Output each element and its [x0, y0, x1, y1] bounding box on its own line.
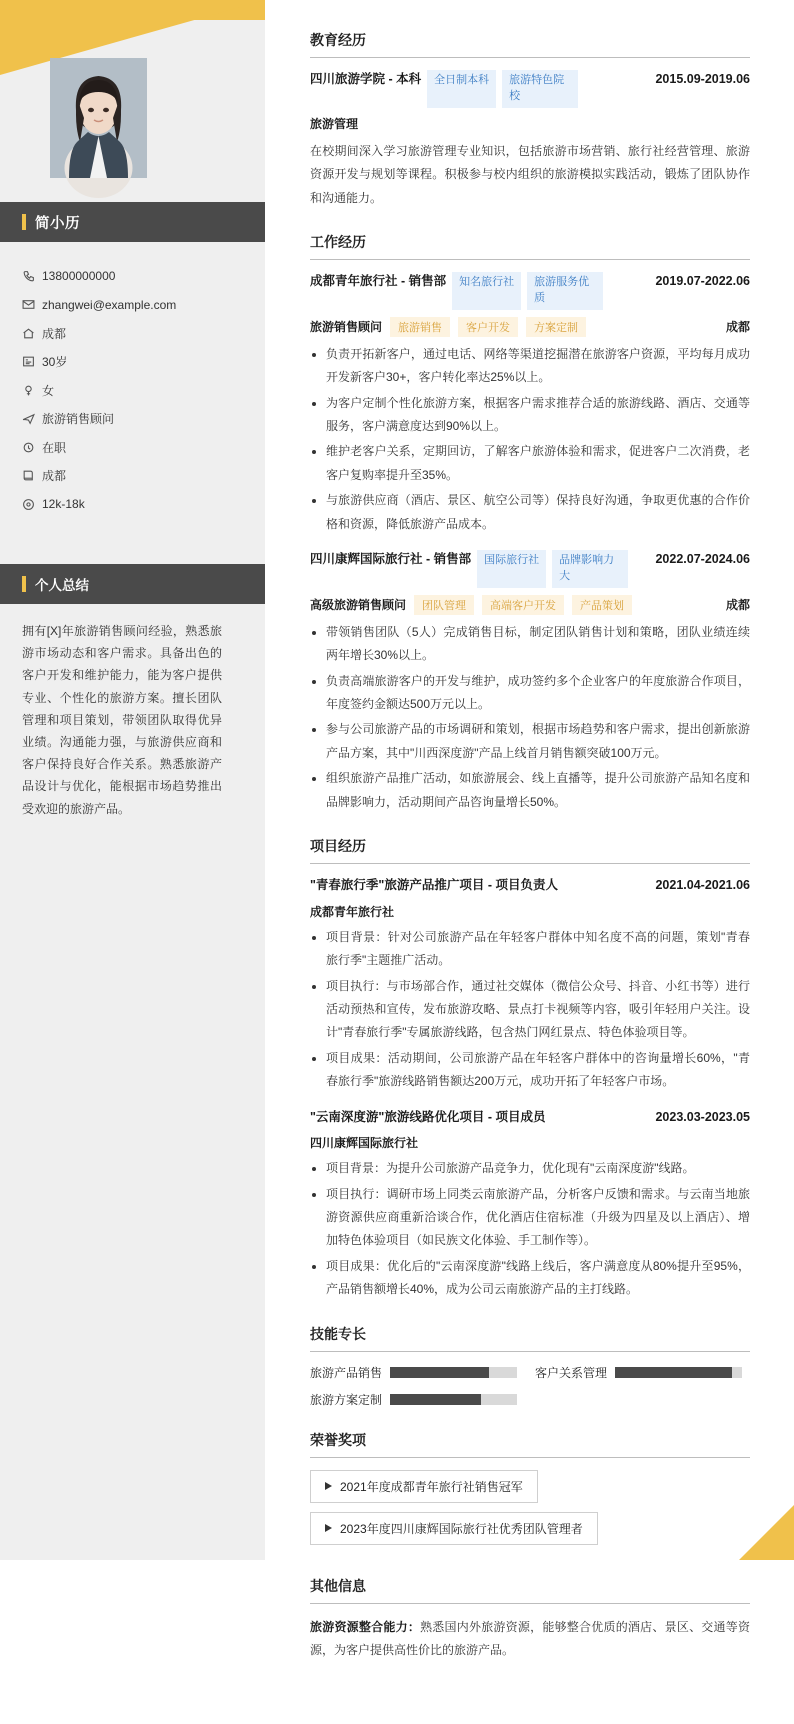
work-entry	[310, 550, 750, 814]
skill-progress-fill	[390, 1394, 481, 1405]
sidebar-summary-bar	[0, 564, 265, 604]
entry-subline	[310, 595, 750, 615]
entry-header-left	[310, 70, 647, 108]
bullet: • 负责开拓新客户，通过电话、网络等渠道挖掘潜在旅游客户资源，平均每月成功开发新客户30+，客户转化率达25%以上。	[326, 343, 750, 390]
project-date: 2021.04-2021.06	[655, 878, 750, 893]
entry-header-left	[310, 272, 647, 310]
job-location: 成都	[725, 598, 750, 613]
tag-group	[427, 70, 578, 108]
bullet: • 为客户定制个性化旅游方案，根据客户需求推荐合适的旅游线路、酒店、交通等服务，客户满意度达到90%以上。	[326, 392, 750, 439]
project-bullets	[310, 1157, 750, 1301]
other-item	[310, 1616, 750, 1663]
position-value: 旅游销售顾问	[42, 412, 115, 427]
skill-item	[535, 1364, 742, 1381]
entry-subline	[310, 115, 750, 132]
job-title: 旅游销售顾问	[310, 320, 383, 335]
section-title-projects: 项目经历	[310, 836, 750, 864]
skill-progress-bar	[390, 1367, 517, 1378]
accent-mark	[22, 214, 26, 230]
skill-label: 客户关系管理	[535, 1365, 608, 1380]
gender-value: 女	[42, 383, 55, 398]
contact-item-city	[22, 319, 243, 348]
job-location: 成都	[725, 320, 750, 335]
skill-progress-fill	[390, 1367, 489, 1378]
project-entry	[310, 876, 750, 1093]
bullet: • 与旅游供应商（酒店、景区、航空公司等）保持良好沟通，争取更优惠的合作价格和资源，降低旅游产品成本。	[326, 489, 750, 536]
location-value: 成都	[42, 469, 67, 484]
entry-header-left	[310, 876, 647, 895]
age-value: 30岁	[42, 355, 68, 370]
skill-progress-bar	[615, 1367, 742, 1378]
work-bullets	[310, 343, 750, 536]
entry-header-left	[310, 550, 647, 588]
section-skills	[310, 1324, 750, 1408]
tag: 品牌影响力大	[552, 550, 628, 588]
project-org: 四川康辉国际旅行社	[310, 1136, 419, 1151]
section-education	[310, 30, 750, 210]
bullet: • 项目背景：为提升公司旅游产品竞争力，优化现有"云南深度游"线路。	[326, 1157, 750, 1180]
work-entry	[310, 272, 750, 536]
bullet: • 参与公司旅游产品的市场调研和策划，根据市场趋势和客户需求，提出创新旅游产品方案，其中"川西深度游"产品上线首月销售额突破100万元。	[326, 718, 750, 765]
skill-tag: 方案定制	[526, 317, 586, 337]
entry-header	[310, 550, 750, 588]
email-value: zhangwei@example.com	[42, 297, 177, 312]
skill-tag: 旅游销售	[390, 317, 450, 337]
candidate-name: 简小历	[35, 215, 80, 232]
contact-item-salary	[22, 490, 243, 519]
contact-item-location	[22, 462, 243, 491]
bullet: • 项目执行：与市场部合作，通过社交媒体（微信公众号、抖音、小红书等）进行活动预热和宣传，发布旅游攻略、景点打卡视频等内容，吸引年轻用户关注。设计"青春旅行季"专属旅游线路，包含热门网红景点、特色体验项目等。	[326, 975, 750, 1045]
entry-header-left	[310, 1108, 647, 1127]
education-entry	[310, 70, 750, 210]
project-name: "云南深度游"旅游线路优化项目 - 项目成员	[310, 1109, 546, 1124]
corner-accent-bottom-right	[739, 1505, 794, 1560]
project-date: 2023.03-2023.05	[655, 1109, 750, 1124]
contact-item-gender	[22, 376, 243, 405]
project-bullets	[310, 926, 750, 1094]
bullet: • 带领销售团队（5人）完成销售目标，制定团队销售计划和策略，团队业绩连续两年增长30%以上。	[326, 621, 750, 668]
job-title: 高级旅游销售顾问	[310, 598, 407, 613]
summary-text: 拥有[X]年旅游销售顾问经验，熟悉旅游市场动态和客户需求。具备出色的客户开发和维护能力，能为客户提供专业、个性化的旅游方案。擅长团队管理和项目策划，带领团队取得优异业绩。沟通能力强，与旅游供应商和客户保持良好合作关系。熟悉旅游产品设计与优化，能根据市场趋势推出受欢迎的旅游产品。	[22, 624, 222, 816]
section-awards	[310, 1430, 750, 1554]
major-name: 旅游管理	[310, 116, 359, 131]
section-title-education: 教育经历	[310, 30, 750, 58]
project-name: "青春旅行季"旅游产品推广项目 - 项目负责人	[310, 878, 558, 893]
education-date: 2015.09-2019.06	[655, 72, 750, 86]
section-title-other: 其他信息	[310, 1576, 750, 1604]
entry-subline-left	[310, 317, 586, 337]
project-org: 成都青年旅行社	[310, 904, 395, 919]
school-name: 四川旅游学院 - 本科	[310, 72, 422, 86]
avatar	[50, 58, 147, 178]
award-item	[310, 1512, 598, 1545]
tag-group	[452, 272, 603, 310]
section-projects	[310, 836, 750, 1302]
company-name: 成都青年旅行社 - 销售部	[310, 274, 447, 289]
tag: 知名旅行社	[452, 272, 521, 310]
contact-list	[0, 262, 265, 519]
salary-value: 12k-18k	[42, 497, 85, 512]
plane-icon	[22, 412, 42, 425]
salary-icon	[22, 498, 42, 511]
entry-header	[310, 876, 750, 895]
skill-progress-bar	[390, 1394, 517, 1405]
bullet: • 项目成果：优化后的"云南深度游"线路上线后，客户满意度从80%提升至95%，产品销售额增长40%，成为公司云南旅游产品的主打线路。	[326, 1255, 750, 1302]
tag: 旅游特色院校	[502, 70, 578, 108]
sidebar-name-bar	[0, 202, 265, 242]
awards-list	[310, 1470, 750, 1554]
gender-icon	[22, 384, 42, 397]
contact-item-age	[22, 348, 243, 377]
entry-subline	[310, 317, 750, 337]
skill-item	[310, 1364, 517, 1381]
skill-progress-fill	[615, 1367, 732, 1378]
accent-mark	[22, 576, 26, 592]
entry-subline-left	[310, 595, 632, 615]
work-bullets	[310, 621, 750, 814]
award-label: 2023年度四川康辉国际旅行社优秀团队管理者	[340, 1521, 583, 1536]
avatar-illustration	[50, 58, 147, 178]
triangle-icon	[325, 1482, 332, 1490]
tag: 全日制本科	[427, 70, 496, 108]
tag: 旅游服务优质	[527, 272, 603, 310]
section-title-work: 工作经历	[310, 232, 750, 260]
work-date: 2022.07-2024.06	[655, 552, 750, 567]
section-work	[310, 232, 750, 814]
city-value: 成都	[42, 326, 67, 341]
contact-item-status	[22, 433, 243, 462]
company-name: 四川康辉国际旅行社 - 销售部	[310, 552, 472, 567]
skill-tag: 高端客户开发	[482, 595, 564, 615]
bullet: • 项目背景：针对公司旅游产品在年轻客户群体中知名度不高的问题，策划"青春旅行季"主题推广活动。	[326, 926, 750, 973]
award-item	[310, 1470, 538, 1503]
book-icon	[22, 469, 42, 482]
section-other	[310, 1576, 750, 1663]
other-text: 熟悉国内外旅游资源，能够整合优质的酒店、景区、交通等资源，为客户提供高性价比的旅游产品。	[310, 1619, 750, 1658]
entry-header	[310, 70, 750, 108]
triangle-icon	[325, 1524, 332, 1532]
skill-label: 旅游产品销售	[310, 1365, 383, 1380]
contact-item-email	[22, 291, 243, 320]
mail-icon	[22, 298, 42, 311]
other-label: 旅游资源整合能力：	[310, 1619, 421, 1634]
bullet: • 组织旅游产品推广活动，如旅游展会、线上直播等，提升公司旅游产品知名度和品牌影响力，活动期间产品咨询量增长50%。	[326, 767, 750, 814]
tag: 国际旅行社	[477, 550, 546, 588]
tag-group	[477, 550, 628, 588]
home-icon	[22, 327, 42, 340]
section-title-awards: 荣誉奖项	[310, 1430, 750, 1458]
section-title-skills: 技能专长	[310, 1324, 750, 1352]
summary-title: 个人总结	[35, 578, 89, 593]
skill-tag: 团队管理	[414, 595, 474, 615]
bullet: • 维护老客户关系，定期回访，了解客户旅游体验和需求，促进客户二次消费，老客户复购率提升至35%。	[326, 440, 750, 487]
bullet: • 项目成果：活动期间，公司旅游产品在年轻客户群体中的咨询量增长60%，"青春旅行季"旅游线路销售额达200万元，成功开拓了年轻客户市场。	[326, 1047, 750, 1094]
entry-subline-left	[310, 115, 358, 132]
bullet: • 项目执行：调研市场上同类云南旅游产品，分析客户反馈和需求。与云南当地旅游资源供应商重新洽谈合作，优化酒店住宿标准（升级为四星及以上酒店）、增加特色体验项目（如民族文化体验、手工制作等）。	[326, 1183, 750, 1253]
bullet: • 负责高端旅游客户的开发与维护，成功签约多个企业客户的年度旅游合作项目，年度签约金额达500万元以上。	[326, 670, 750, 717]
status-value: 在职	[42, 440, 67, 455]
work-date: 2019.07-2022.06	[655, 274, 750, 289]
skill-item	[310, 1391, 517, 1408]
contact-item-phone	[22, 262, 243, 291]
entry-header	[310, 1108, 750, 1127]
status-icon	[22, 441, 42, 454]
id-icon	[22, 355, 42, 368]
skills-grid	[310, 1364, 750, 1408]
skill-tag: 客户开发	[458, 317, 518, 337]
main-column	[310, 0, 750, 1724]
entry-header	[310, 272, 750, 310]
education-description: 在校期间深入学习旅游管理专业知识，包括旅游市场营销、旅行社经营管理、旅游资源开发与规划等课程。积极参与校内组织的旅游模拟实践活动，锻炼了团队协作和沟通能力。	[310, 143, 750, 205]
skill-label: 旅游方案定制	[310, 1392, 383, 1407]
phone-value: 13800000000	[42, 269, 116, 284]
skill-tag: 产品策划	[572, 595, 632, 615]
contact-item-position	[22, 405, 243, 434]
award-label: 2021年度成都青年旅行社销售冠军	[340, 1479, 523, 1494]
project-entry	[310, 1108, 750, 1302]
phone-icon	[22, 270, 42, 283]
